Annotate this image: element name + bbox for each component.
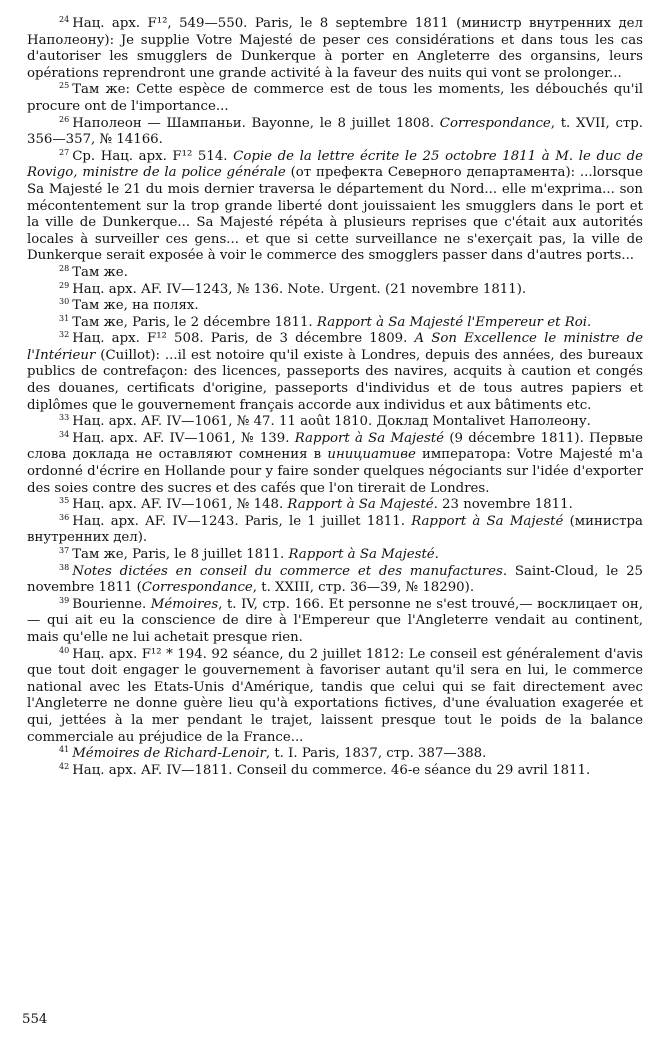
footnote-32 [27,331,643,414]
footnote-text: (9 décembre 1811). Первые слова доклада не оставляют сомнения в [27,430,643,463]
footnote-number: 36 [59,512,70,522]
footnote-number: 26 [59,114,70,124]
footnote-text: 23 novembre 1811. [437,497,573,513]
footnote-number: 28 [59,263,70,273]
footnote-italic-text: инициативе [327,447,416,463]
footnote-text: Там же: Cette espèce de commerce est de tous les moments, les débouchés qu'il procure ont de l'importance... [27,82,643,114]
footnote-30 [27,298,643,315]
footnote-number: 30 [59,297,70,307]
footnote-text: (министра внутренних дел). [27,513,643,546]
footnote-text: Там же, Paris, le 8 juillet 1811. [72,547,289,562]
footnote-29 [27,282,643,299]
footnote-number: 31 [59,313,70,323]
footnote-text: Там же. [72,264,128,280]
footnote-text: Нац. арх. F¹² 508. Paris, de 3 décembre 1809. [72,331,415,347]
footnote-number: 34 [59,429,70,439]
footnote-italic-text: Mémoires de Richard-Lenoir [72,746,266,762]
footnote-24 [27,16,643,82]
footnote-number: 27 [59,147,70,157]
footnote-text: Нац. арх. F¹², 549—550. Paris, le 8 septembre 1811 (министр внутренних дел Наполеону): Je supplie Votre Majesté de peser ces considérations et dans tous les cas d'autoriser les smugglers de Dunkerque à porter en Angleterre des organsins, leurs opérations reprendront une grande activité à la faveur des nuits qui vont se prolonger... [27,16,643,81]
footnote-31 [27,315,643,332]
footnote-text: , t. IV, стр. 166. Et personne ne s'est trouvé,— восклицает он,— qui ait eu la conscience de dire à l'Empereur que l'Angleterre vendait au continent, mais qu'elle ne lui achetait presque rien. [27,596,643,645]
footnote-italic-text: A Son Excellence le ministre de l'Intérieur [27,331,643,363]
footnote-number: 40 [59,645,70,655]
footnote-text: Ср. Нац. арх. F¹² 514. [72,148,234,164]
footnote-number: 29 [59,280,70,290]
footnote-text: Нац. арх. AF. IV—1061, № 47. 11 août 1810. Доклад Montalivet Наполеону. [72,414,591,430]
footnote-text: Нац. арх. AF. IV—1243, № 136. Note. Urgent. (21 novembre 1811). [72,281,527,297]
footnote-40 [27,647,643,747]
footnote-27 [27,149,643,265]
footnote-italic-text: Notes dictées en conseil du commerce et des manufactures. [72,563,508,579]
footnote-number: 32 [59,330,70,340]
footnote-italic-text: Rapport à Sa Majesté l'Empereur et Roi. [316,314,592,330]
footnote-text: Нац. арх. AF. IV—1811. Conseil du commerce. 46-e séance du 29 avril 1811. [72,762,591,778]
footnote-italic-text: Copie de la lettre écrite le 25 octobre 1811 à M. le duc de Rovigo, ministre de la police générale [27,148,643,181]
footnote-text: , t. I. Paris, 1837, стр. 387—388. [265,746,487,762]
footnote-38 [27,564,643,597]
footnote-italic-text: Rapport à Sa Majesté [411,513,564,529]
footnote-25 [27,82,643,115]
footnote-text: Наполеон — Шампаньи. Bayonne, le 8 juillet 1808. [72,115,440,131]
footnote-text: императора: Votre Majesté m'a ordonné d'écrire en Hollande pour y faire sonder quelques négociants sur l'idée d'exporter des soies contre des sucres et des cafés que l'on tirerait de Londres. [27,447,643,496]
footnote-number: 35 [59,496,70,506]
footnote-39 [27,597,643,647]
footnote-text: Нац. арх. AF. IV—1061, № 148. [72,497,288,513]
footnote-italic-text: Rapport à Sa Majesté. [287,497,438,513]
footnote-number: 41 [59,745,70,755]
footnote-text: Там же, на полях. [72,298,199,314]
footnote-41 [27,746,643,763]
footnote-34 [27,431,643,497]
footnote-36 [27,514,643,547]
footnote-italic-text: Mémoires [150,596,219,612]
page-number: 554 [22,1012,48,1027]
footnote-number: 38 [59,562,70,572]
footnote-italic-text: Correspondance [439,115,551,131]
footnote-text: Нац. арх. F¹² * 194. 92 séance, du 2 juillet 1812: Le conseil est généralement d'avis que tout doit engager le gouvernement à favoriser autant qu'il sera en lui, le commerce national avec les Etats-Unis d'Amérique, tandis que celui qui se fait directement avec l'Angleterre ne donne guère lieu qu'à exportations fictives, d'une évaluation exagerée et qui, jettées à la mer pendant le trajet, laissent presque tout le poids de la balance commerciale au préjudice de la France... [27,646,643,745]
footnote-italic-text: Rapport à Sa Majesté [294,430,445,446]
footnote-28 [27,265,643,282]
footnote-number: 33 [59,413,70,423]
footnote-text: Нац. арх. AF. IV—1243. Paris, le 1 juillet 1811. [72,513,412,529]
footnote-text: (Cuillot): ...il est notoire qu'il existe à Londres, depuis des années, des bureaux publics de contrefaçon: des licences, passeports des navires, acquits à caution et congés des douanes, certificats d'origine, passeports d'individus et de tous autres papiers et diplômes que le gouvernement français accorde aux individus et aux bâtiments etc. [27,347,643,413]
footnote-text: Saint-Cloud, le 25 novembre 1811 ( [27,563,643,596]
footnotes-section [27,16,643,779]
footnote-text: , t. XVII, стр. 356—357, № 14166. [27,115,643,148]
footnote-italic-text: Rapport à Sa Majesté. [288,547,439,562]
footnote-42 [27,763,643,780]
footnote-italic-text: Correspondance [141,580,253,596]
footnote-number: 25 [59,81,70,91]
footnote-text: Там же, Paris, le 2 décembre 1811. [72,314,317,330]
footnote-26 [27,116,643,149]
footnote-35 [27,497,643,514]
footnote-33 [27,414,643,431]
footnote-number: 37 [59,546,70,555]
footnote-text: Bourienne. [72,596,151,612]
footnote-text: Нац. арх. AF. IV—1061, № 139. [72,430,295,446]
footnote-number: 42 [59,761,70,771]
footnote-number: 39 [59,595,70,605]
footnote-37 [27,547,643,564]
footnote-text: (от префекта Северного департамента): ...lorsque Sa Majesté le 21 du mois dernier traversa le département du Nord... elle m'exprima... son mécontentement sur la trop grande liberté dont jouissaient les smugglers dans le port et la ville de Dunkerque... Sa Majesté répéta à plusieurs reprises que c'était aux autorités locales à surveiller ces gens... et que si cette surveillance ne s'exerçait pas, la ville de Dunkerque serait exposée à voir le commerce des smogglers passer dans d'autres ports... [27,165,643,264]
footnote-text: , t. XXIII, стр. 36—39, № 18290). [252,580,475,596]
footnote-number: 24 [59,15,70,24]
